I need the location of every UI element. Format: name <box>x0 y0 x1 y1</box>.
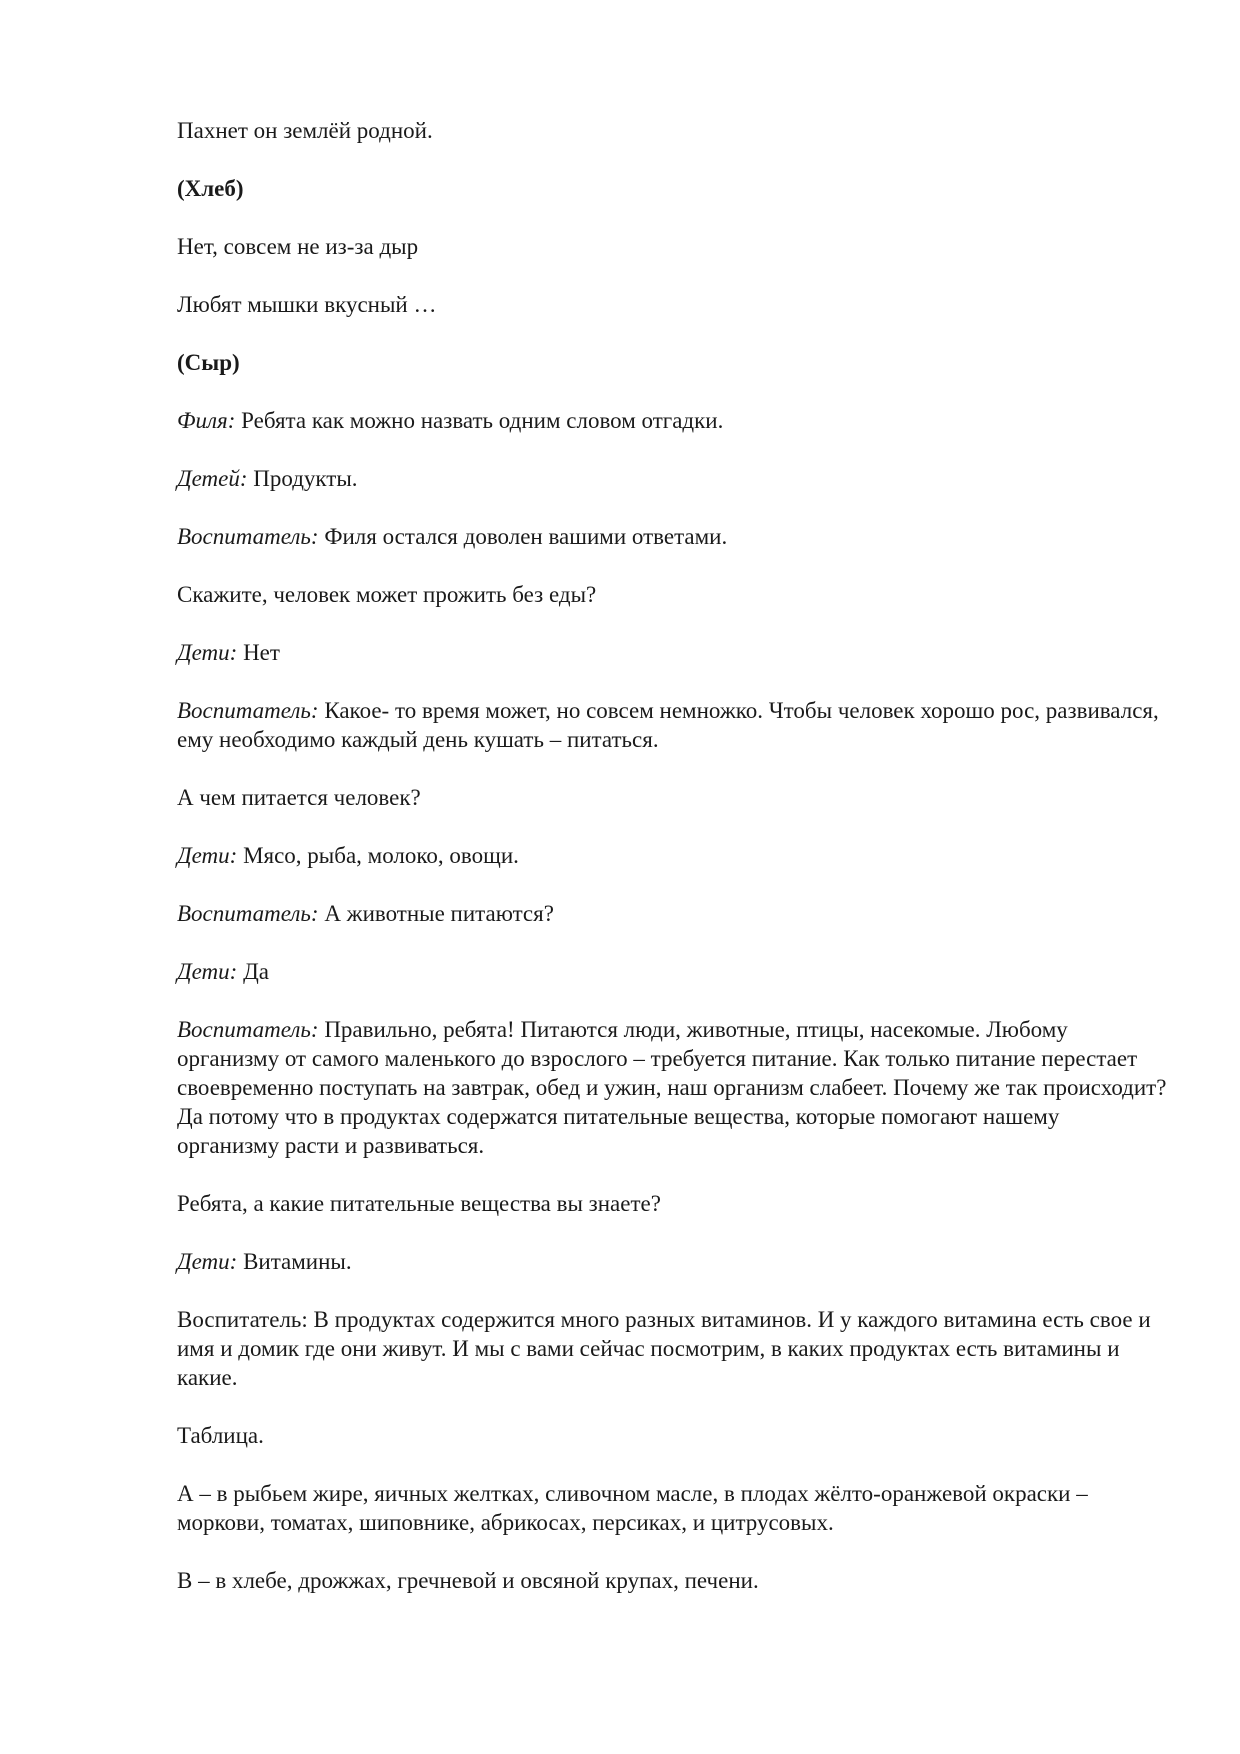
paragraph <box>177 638 1167 667</box>
paragraph-text: Нет <box>243 640 280 665</box>
paragraph <box>177 957 1167 986</box>
paragraph-text: Продукты. <box>253 466 358 491</box>
speaker-label: Дети: <box>177 640 238 665</box>
paragraph <box>177 290 1167 319</box>
paragraph-text: (Хлеб) <box>177 176 244 201</box>
speaker-label: Дети: <box>177 1249 238 1274</box>
paragraph <box>177 1247 1167 1276</box>
paragraph-text: Витамины. <box>243 1249 352 1274</box>
paragraph-text: Мясо, рыба, молоко, овощи. <box>243 843 519 868</box>
paragraph <box>177 899 1167 928</box>
paragraph-text: Филя остался доволен вашими ответами. <box>324 524 728 549</box>
paragraph <box>177 116 1167 145</box>
paragraph <box>177 464 1167 493</box>
paragraph <box>177 348 1167 377</box>
paragraph <box>177 174 1167 203</box>
paragraph-text: Ребята, а какие питательные вещества вы знаете? <box>177 1191 661 1216</box>
speaker-label: Филя: <box>177 408 236 433</box>
paragraph-text: А чем питается человек? <box>177 785 421 810</box>
speaker-label: Детей: <box>177 466 248 491</box>
speaker-label: Воспитатель: <box>177 1017 319 1042</box>
paragraph-text: Скажите, человек может прожить без еды? <box>177 582 597 607</box>
paragraph-text: В – в хлебе, дрожжах, гречневой и овсяной крупах, печени. <box>177 1568 759 1593</box>
paragraph-text: Ребята как можно назвать одним словом отгадки. <box>241 408 724 433</box>
paragraph-text: Таблица. <box>177 1423 264 1448</box>
paragraph <box>177 232 1167 261</box>
paragraph <box>177 1015 1167 1160</box>
paragraph <box>177 1421 1167 1450</box>
paragraph-text: Пахнет он землёй родной. <box>177 118 433 143</box>
speaker-label: Воспитатель: <box>177 524 319 549</box>
paragraph-text: (Сыр) <box>177 350 240 375</box>
speaker-label: Воспитатель: <box>177 901 319 926</box>
paragraph <box>177 406 1167 435</box>
paragraph <box>177 841 1167 870</box>
paragraph <box>177 522 1167 551</box>
paragraph-text: Какое- то время может, но совсем немножко. Чтобы человек хорошо рос, развивался, ему необходимо каждый день кушать – питаться. <box>177 698 1159 752</box>
paragraph-text: А – в рыбьем жире, яичных желтках, сливочном масле, в плодах жёлто-оранжевой окраски – моркови, томатах, шиповнике, абрикосах, персиках, и цитрусовых. <box>177 1481 1088 1535</box>
paragraph-text: Правильно, ребята! Питаются люди, животные, птицы, насекомые. Любому организму от самого маленького до взрослого – требуется питание. Как только питание перестает своевременно поступать на завтрак, обед и ужин, наш организм слабеет. Почему же так происходит? Да потому что в продуктах содержатся питательные вещества, которые помогают нашему организму расти и развиваться. <box>177 1017 1167 1158</box>
paragraph <box>177 1566 1167 1595</box>
speaker-label: Воспитатель: <box>177 698 319 723</box>
paragraph <box>177 696 1167 754</box>
paragraph <box>177 783 1167 812</box>
paragraph-text: Да <box>243 959 269 984</box>
paragraph <box>177 1305 1167 1392</box>
paragraph <box>177 1479 1167 1537</box>
paragraph <box>177 1189 1167 1218</box>
document-body <box>177 116 1167 1624</box>
paragraph-text: Воспитатель: В продуктах содержится много разных витаминов. И у каждого витамина есть свое и имя и домик где они живут. И мы с вами сейчас посмотрим, в каких продуктах есть витамины и какие. <box>177 1307 1151 1390</box>
paragraph <box>177 580 1167 609</box>
speaker-label: Дети: <box>177 843 238 868</box>
paragraph-text: Нет, совсем не из-за дыр <box>177 234 419 259</box>
paragraph-text: Любят мышки вкусный … <box>177 292 437 317</box>
speaker-label: Дети: <box>177 959 238 984</box>
paragraph-text: А животные питаются? <box>324 901 554 926</box>
